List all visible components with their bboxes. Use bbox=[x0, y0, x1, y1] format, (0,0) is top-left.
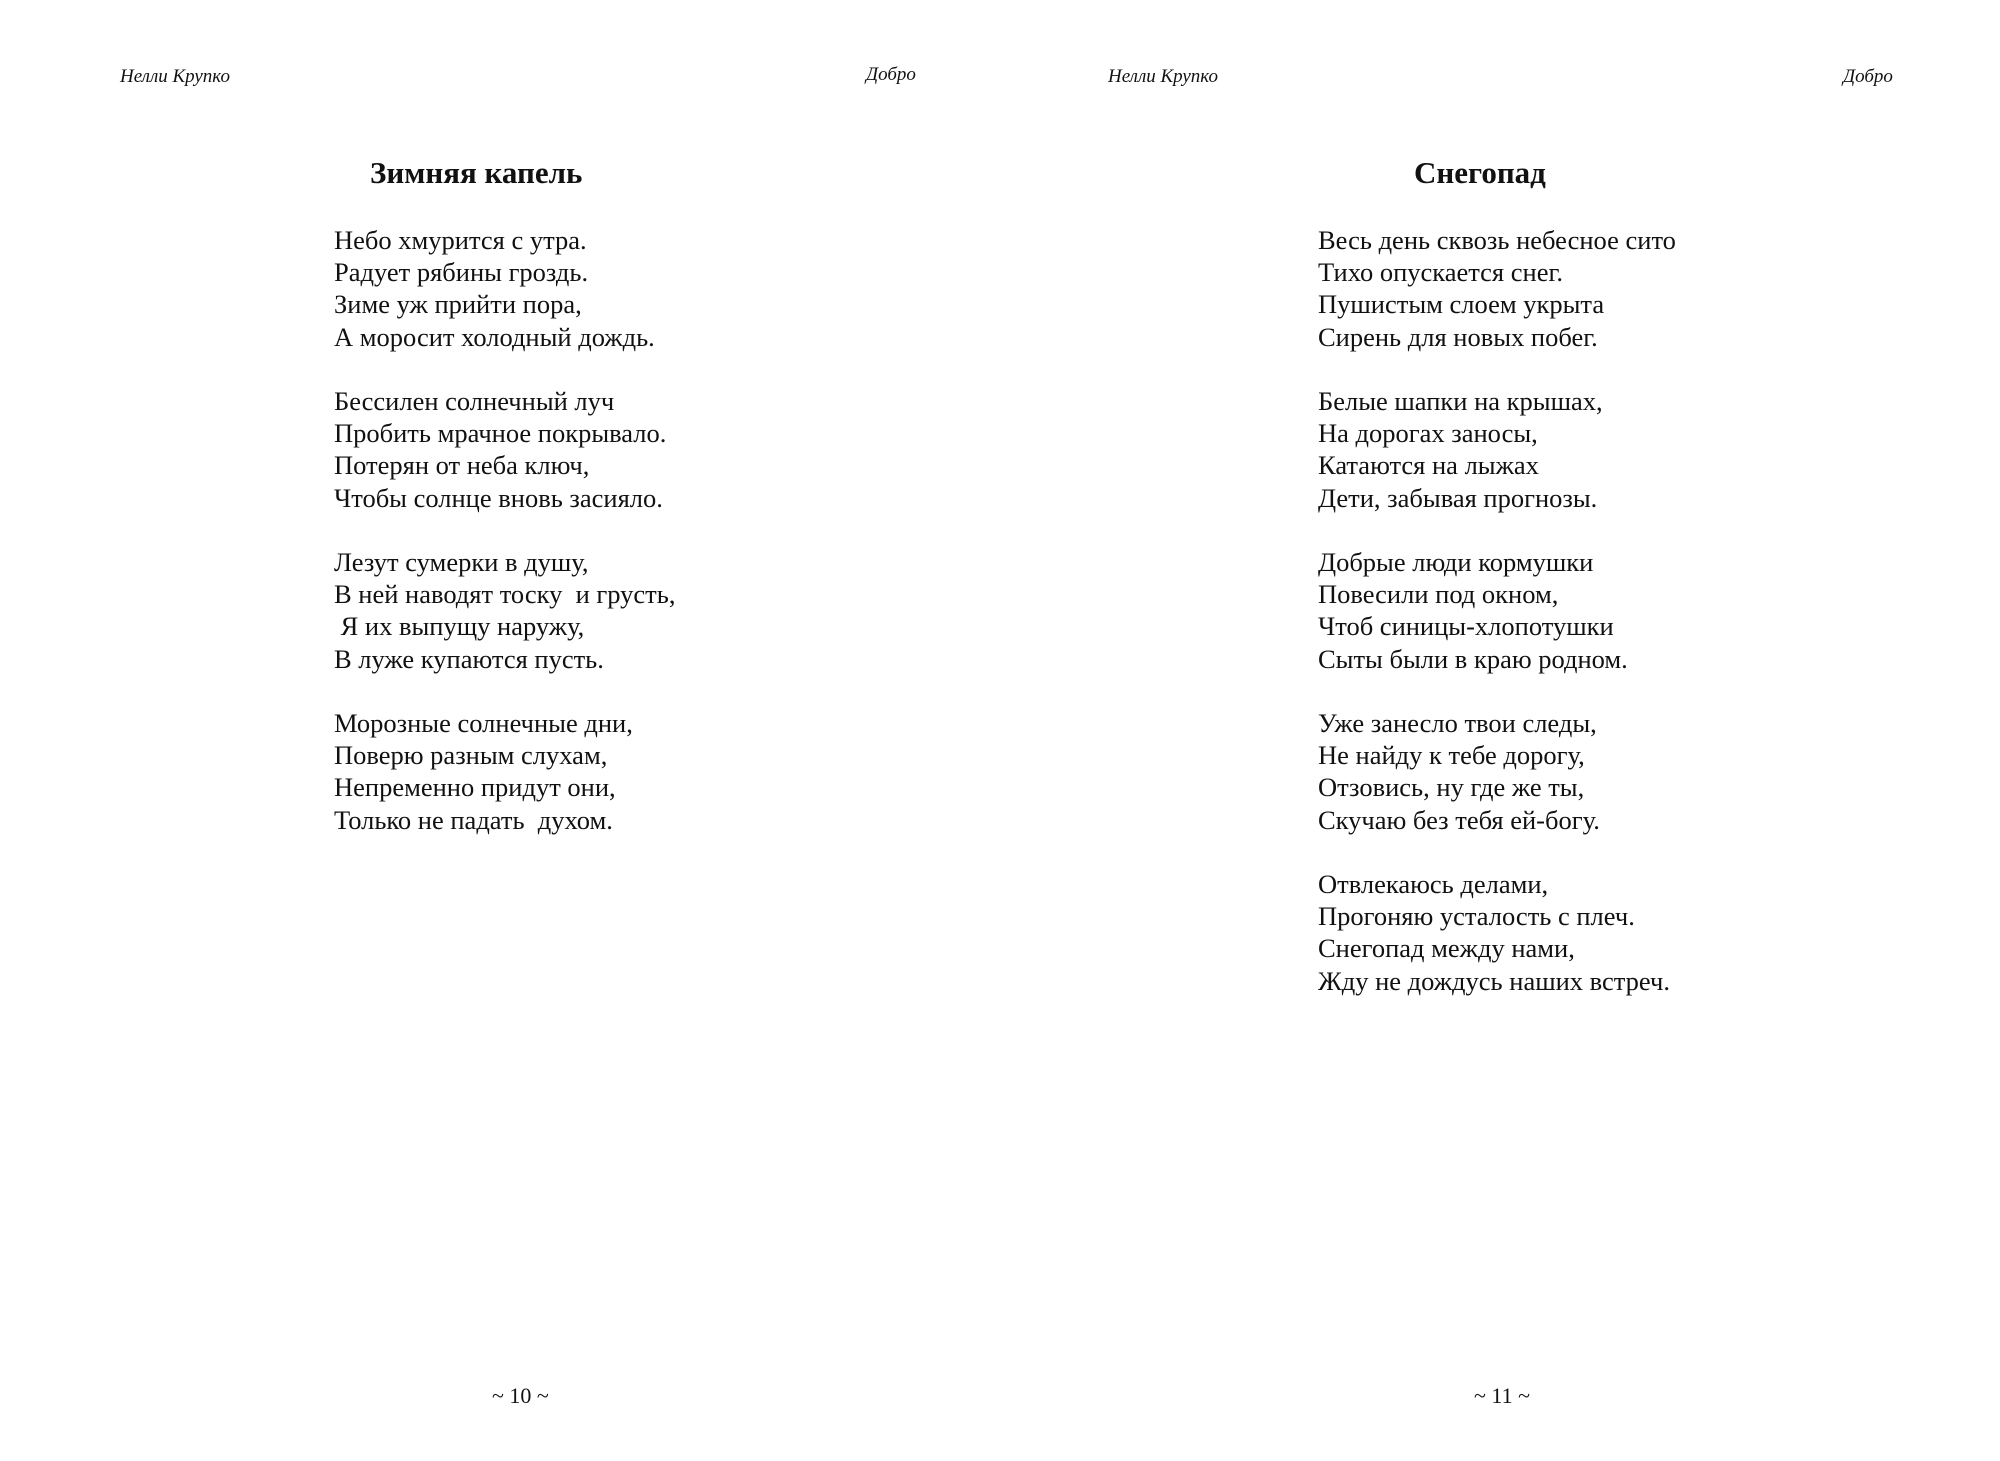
poem-line: Чтоб синицы-хлопотушки bbox=[1318, 611, 1614, 642]
page-number: ~ 10 ~ bbox=[492, 1383, 549, 1408]
poem-line: Потерян от неба ключ, bbox=[334, 450, 590, 481]
header-author: Нелли Крупко bbox=[1108, 66, 1218, 87]
stanza bbox=[1318, 385, 1676, 514]
poem-line: Зиме уж прийти пора, bbox=[334, 289, 582, 320]
poem-line: Пушистым слоем укрыта bbox=[1318, 289, 1605, 320]
poem-line: Катаются на лыжах bbox=[1318, 450, 1539, 481]
stanza bbox=[334, 546, 675, 675]
stanza bbox=[1318, 707, 1676, 836]
poem-line: Чтобы солнце вновь засияло. bbox=[334, 482, 663, 513]
stanza bbox=[1318, 546, 1676, 675]
poem-line: На дорогах заносы, bbox=[1318, 418, 1538, 449]
poem-line: Уже занесло твои следы, bbox=[1318, 708, 1597, 738]
poem-line: Отзовись, ну где же ты, bbox=[1318, 772, 1585, 803]
poem-line: Только не падать духом. bbox=[334, 804, 613, 835]
poem-title: Зимняя капель bbox=[370, 155, 583, 190]
poem-line: Снегопад между нами, bbox=[1318, 933, 1575, 964]
poem-line: Сыты были в краю родном. bbox=[1318, 643, 1628, 674]
poem-line: Лезут сумерки в душу, bbox=[334, 547, 589, 577]
poem-line: Я их выпущу наружу, bbox=[334, 611, 585, 642]
stanza bbox=[334, 224, 675, 353]
poem-line: Жду не дождусь наших встреч. bbox=[1318, 965, 1670, 996]
poem-line: Скучаю без тебя ей-богу. bbox=[1318, 804, 1600, 835]
poem-line: Добрые люди кормушки bbox=[1318, 547, 1594, 577]
poem-body bbox=[1318, 224, 1676, 1029]
poem-line: Весь день сквозь небесное сито bbox=[1318, 225, 1676, 255]
header-book-title: Добро bbox=[866, 64, 916, 85]
poem-title: Снегопад bbox=[1414, 155, 1546, 190]
poem-line: Отвлекаюсь делами, bbox=[1318, 869, 1549, 899]
page-number: ~ 11 ~ bbox=[1474, 1383, 1530, 1408]
poem-line: Не найду к тебе дорогу, bbox=[1318, 740, 1585, 771]
poem-line: Дети, забывая прогнозы. bbox=[1318, 482, 1598, 513]
header-author: Нелли Крупко bbox=[120, 66, 230, 87]
poem-line: Непременно придут они, bbox=[334, 772, 616, 803]
poem-line: В луже купаются пусть. bbox=[334, 643, 604, 674]
poem-line: Пробить мрачное покрывало. bbox=[334, 418, 667, 449]
poem-line: Поверю разным слухам, bbox=[334, 740, 608, 771]
stanza bbox=[334, 707, 675, 836]
poem-line: Радует рябины гроздь. bbox=[334, 257, 589, 288]
poem-line: А моросит холодный дождь. bbox=[334, 321, 655, 352]
poem-line: Сирень для новых побег. bbox=[1318, 321, 1598, 352]
stanza bbox=[1318, 224, 1676, 353]
poem-line: Небо хмурится с утра. bbox=[334, 225, 587, 255]
poem-line: В ней наводят тоску и грусть, bbox=[334, 579, 676, 610]
stanza bbox=[334, 385, 675, 514]
header-book-title: Добро bbox=[1843, 66, 1893, 87]
right-page bbox=[1000, 0, 2000, 1461]
poem-line: Белые шапки на крышах, bbox=[1318, 386, 1603, 416]
poem-line: Прогоняю усталость с плеч. bbox=[1318, 901, 1635, 932]
poem-line: Бессилен солнечный луч bbox=[334, 386, 615, 416]
poem-line: Тихо опускается снег. bbox=[1318, 257, 1563, 288]
poem-body bbox=[334, 224, 675, 868]
poem-line: Морозные солнечные дни, bbox=[334, 708, 633, 738]
stanza bbox=[1318, 868, 1676, 997]
poem-line: Повесили под окном, bbox=[1318, 579, 1559, 610]
